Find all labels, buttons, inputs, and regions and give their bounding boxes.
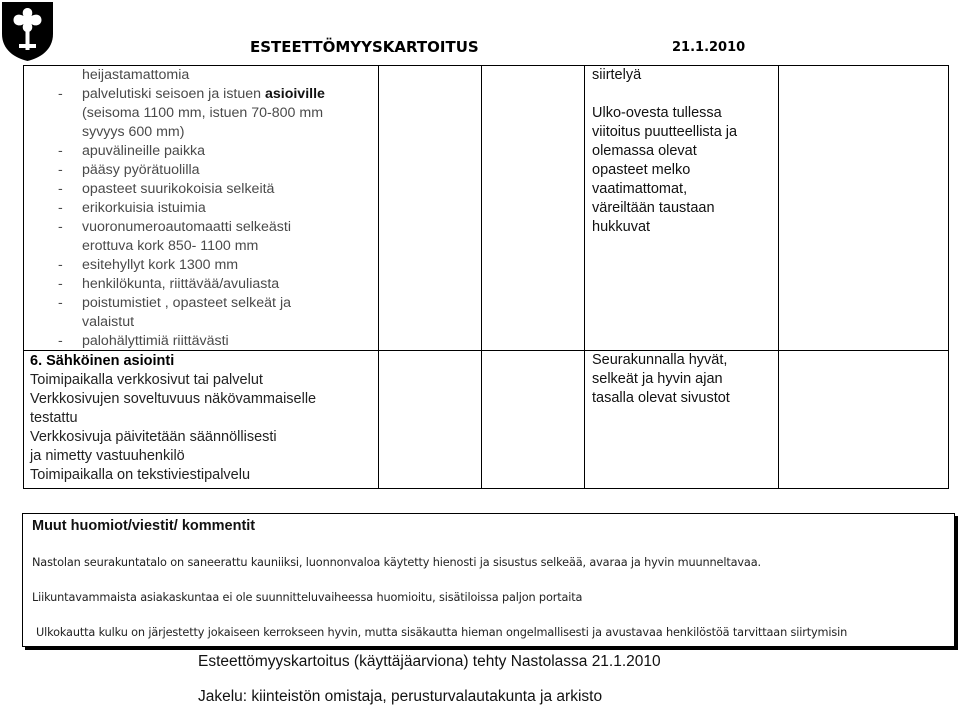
comment-text-line: siirtelyä (592, 67, 642, 83)
list-item-text (82, 66, 189, 85)
document-title: ESTEETTÖMYYSKARTOITUS (250, 38, 479, 56)
table-col-divider (948, 65, 949, 489)
list-item-label: opasteet suurikokoisia selkeitä (82, 181, 275, 197)
list-item (30, 85, 360, 104)
table-col-divider (778, 65, 779, 489)
table-col-divider (584, 65, 585, 489)
footer-line-1: Esteettömyyskartoitus (käyttäjäarviona) tehty Nastolassa 21.1.2010 (198, 653, 661, 670)
section-line: testattu (30, 410, 78, 426)
list-item-text (82, 142, 205, 161)
list-item-text (82, 199, 206, 218)
bullet-dash: - (58, 162, 63, 178)
bullet-dash: - (58, 295, 63, 311)
bullet-dash: - (58, 333, 63, 349)
list-item-text (82, 332, 229, 351)
footer-line-2: Jakelu: kiinteistön omistaja, perusturvalautakunta ja arkisto (198, 688, 603, 705)
comments-title: Muut huomiot/viestit/ kommentit (32, 518, 256, 534)
list-item-label: valaistut (82, 314, 135, 330)
bullet-dash: - (58, 181, 63, 197)
comment-text-line: väreiltään taustaan (592, 200, 715, 216)
comment-cell-1 (592, 66, 776, 237)
requirements-list (30, 66, 360, 351)
comment-text-line: hukkuvat (592, 219, 651, 235)
coat-of-arms-logo-icon (0, 0, 55, 62)
comment-text-line (592, 85, 776, 104)
comment-text-line: selkeät ja hyvin ajan (592, 371, 723, 387)
section-line: Verkkosivuja päivitetään säännöllisesti (30, 429, 277, 445)
list-item-text (82, 161, 200, 180)
list-item (30, 294, 360, 313)
comment-text-line: Ulko-ovesta tullessa (592, 105, 722, 121)
list-item (30, 256, 360, 275)
comment-text-line: Seurakunnalla hyvät, (592, 352, 728, 368)
list-item (30, 332, 360, 351)
list-item-text (82, 294, 291, 313)
list-item-label: palvelutiski seisoen ja istuen (82, 86, 265, 102)
list-item-text (82, 123, 184, 142)
table-col-divider (23, 65, 24, 489)
bullet-dash: - (58, 200, 63, 216)
list-item (30, 123, 360, 142)
list-item-label: henkilökunta, riittävää/avuliasta (82, 276, 280, 292)
comment-text-line: vaatimattomat, (592, 181, 688, 197)
bullet-dash: - (58, 257, 63, 273)
list-item-label: pääsy pyörätuolilla (82, 162, 200, 178)
list-item (30, 313, 360, 332)
section-lines (30, 371, 360, 485)
list-item (30, 180, 360, 199)
table-bottom-border (23, 488, 949, 489)
list-item (30, 237, 360, 256)
comment-text-line: olemassa olevat (592, 143, 697, 159)
list-item-text (82, 218, 291, 237)
section-line: Toimipaikalla on tekstiviestipalvelu (30, 467, 251, 483)
list-item-text (82, 237, 258, 256)
list-item-label: esitehyllyt kork 1300 mm (82, 257, 239, 273)
list-item (30, 218, 360, 237)
list-item (30, 275, 360, 294)
list-item-label: heijastamattomia (82, 67, 190, 83)
table-col-divider (481, 65, 482, 489)
list-item-label: poistumistiet , opasteet selkeät ja (82, 295, 291, 311)
comment-text-line: viitoitus puutteellista ja (592, 124, 738, 140)
section-6 (30, 351, 360, 485)
table-col-divider (378, 65, 379, 489)
list-item-label: syvyys 600 mm) (82, 124, 185, 140)
comment-line: Liikuntavammaista asiakaskuntaa ei ole suunnitteluvaiheessa huomioitu, sisätiloissa paljon portaita (32, 591, 583, 604)
list-item (30, 161, 360, 180)
comment-text-line: opasteet melko (592, 162, 691, 178)
bullet-dash: - (58, 276, 63, 292)
list-item-label: apuvälineille paikka (82, 143, 206, 159)
section-heading: 6. Sähköinen asiointi (30, 353, 175, 369)
list-item (30, 66, 360, 85)
section-line: Verkkosivujen soveltuvuus näkövammaiselle (30, 391, 317, 407)
list-item (30, 104, 360, 123)
bullet-dash: - (58, 86, 63, 102)
comment-cell-2 (592, 351, 776, 408)
list-item-text (82, 313, 134, 332)
section-line: Toimipaikalla verkkosivut tai palvelut (30, 372, 263, 388)
list-item-label: (seisoma 1100 mm, istuen 70-800 mm (82, 105, 324, 121)
list-item (30, 199, 360, 218)
comment-line: Nastolan seurakuntatalo on saneerattu kauniiksi, luonnonvaloa käytetty hienosti ja sisustus selkeää, avaraa ja hyvin muunneltavaa. (32, 556, 761, 569)
list-item-label: erikorkuisia istuimia (82, 200, 206, 216)
list-item-text (82, 85, 325, 104)
list-item-label: vuoronumeroautomaatti selkeästi (82, 219, 291, 235)
comment-line: Ulkokautta kulku on järjestetty jokaiseen kerrokseen hyvin, mutta sisäkautta hieman ongelmallisesti ja avustavaa henkilöstöä tarvittaan siirtymisin (36, 626, 848, 639)
section-line: ja nimetty vastuuhenkilö (30, 448, 185, 464)
list-item-label: erottuva kork 850- 1100 mm (82, 238, 259, 254)
bullet-dash: - (58, 219, 63, 235)
list-item-text (82, 104, 323, 123)
list-item-label: palohälyttimiä riittävästi (82, 333, 229, 349)
list-item-text (82, 275, 279, 294)
list-item-text (82, 256, 238, 275)
comment-text-line: tasalla olevat sivustot (592, 390, 730, 406)
list-item-text (82, 180, 274, 199)
bullet-dash: - (58, 143, 63, 159)
document-date: 21.1.2010 (672, 40, 746, 55)
list-item-emphasis: asioiville (264, 86, 325, 102)
list-item (30, 142, 360, 161)
